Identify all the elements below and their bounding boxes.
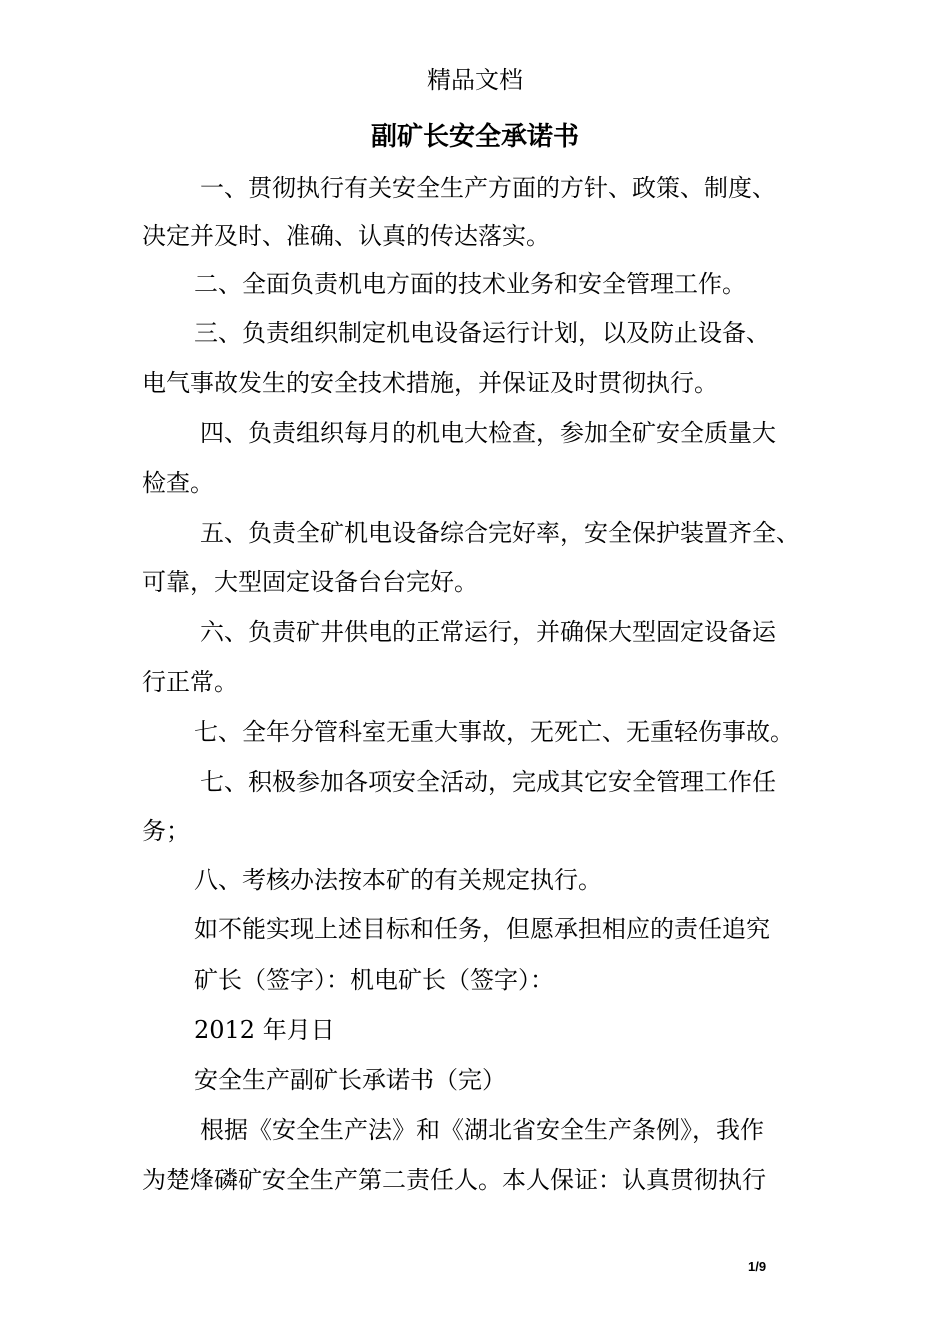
body-line: 如不能实现上述目标和任务，但愿承担相应的责任追究 <box>194 915 770 943</box>
page-number: 1/9 <box>748 1259 767 1274</box>
body-line: 五、负责全矿机电设备综合完好率，安全保护装置齐全、 <box>200 519 800 547</box>
body-line: 二、全面负责机电方面的技术业务和安全管理工作。 <box>194 270 746 298</box>
body-line: 七、全年分管科室无重大事故，无死亡、无重轻伤事故。 <box>194 718 794 746</box>
body-line: 六、负责矿井供电的正常运行，并确保大型固定设备运 <box>200 618 776 646</box>
body-line: 电气事故发生的安全技术措施，并保证及时贯彻执行。 <box>142 369 718 397</box>
body-line: 一、贯彻执行有关安全生产方面的方针、政策、制度、 <box>200 174 776 202</box>
body-line: 为楚烽磷矿安全生产第二责任人。本人保证：认真贯彻执行 <box>142 1166 766 1194</box>
body-line: 七、积极参加各项安全活动，完成其它安全管理工作任 <box>200 768 776 796</box>
body-line: 可靠，大型固定设备台台完好。 <box>142 568 478 596</box>
body-line: 决定并及时、准确、认真的传达落实。 <box>142 222 550 250</box>
body-line: 检查。 <box>142 469 214 497</box>
body-line: 务； <box>142 817 190 845</box>
body-line: 四、负责组织每月的机电大检查，参加全矿安全质量大 <box>200 419 776 447</box>
body-line: 行正常。 <box>142 668 238 696</box>
date-line: 2012 年月日 <box>194 1016 335 1044</box>
body-line: 根据《安全生产法》和《湖北省安全生产条例》，我作 <box>200 1116 764 1144</box>
document-header: 精品文档 <box>427 66 523 94</box>
body-line: 三、负责组织制定机电设备运行计划，以及防止设备、 <box>194 319 770 347</box>
section-heading: 安全生产副矿长承诺书（完） <box>194 1066 506 1094</box>
document-title: 副矿长安全承诺书 <box>370 122 579 152</box>
body-line: 八、考核办法按本矿的有关规定执行。 <box>194 866 602 894</box>
signature-line: 矿长（签字）：机电矿长（签字）： <box>194 966 554 994</box>
